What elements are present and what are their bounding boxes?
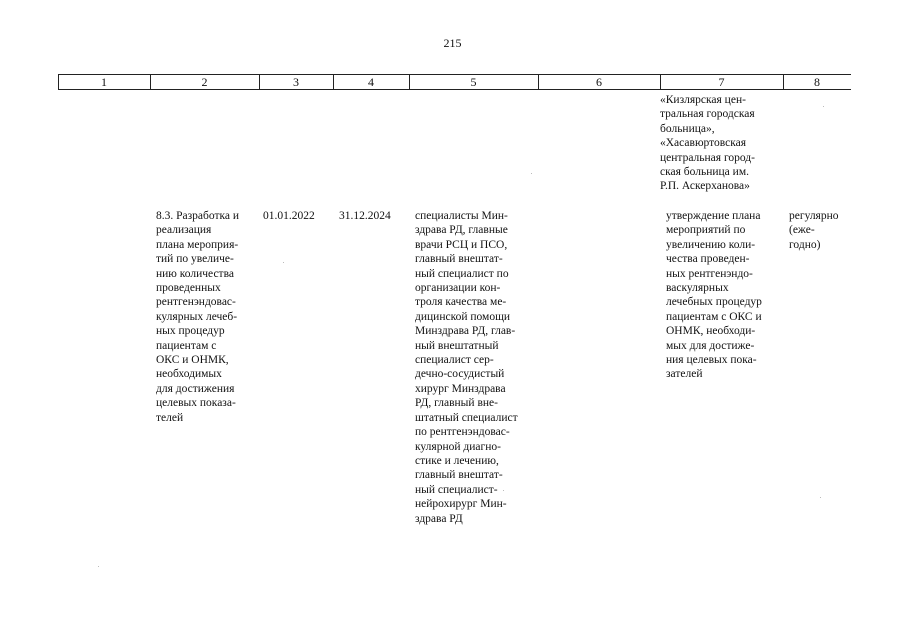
row-result: утверждение плана мероприятий по увеличению коли- чества проведен- ных рентгенэндо- васкулярных лечебных процедур пациентам с ОКС и ОНМК, необходи- мых для достиже- ния целевых пока- зателей [666, 210, 762, 381]
column-header-8: 8 [814, 75, 820, 89]
scan-speck [283, 262, 284, 263]
column-header-5: 5 [470, 75, 477, 89]
scan-speck [531, 173, 532, 174]
column-header-2: 2 [201, 75, 208, 89]
page-number: 215 [443, 36, 462, 50]
column-header-3: 3 [293, 75, 299, 89]
row-responsible: специалисты Мин- здрава РД, главные врачи РСЦ и ПСО, главный внештат- ный специалист по организации кон- троля качества ме- дицинской помощи Минздрава РД, глав- ный внештатный специалист сер- дечно-сосудистый хирург Минздрава РД, главный вне- штатный специалист по рентгенэндовас- кулярной диагно- стике и лечению, главный внештат- ный специалист- нейрохирург Мин- здрава РД [415, 210, 518, 525]
row-start-date: 01.01.2022 [263, 210, 315, 222]
row-frequency: регулярно (еже- годно) [789, 210, 839, 251]
column-header-4: 4 [368, 75, 374, 89]
column-header-1: 1 [101, 75, 107, 89]
scan-speck [98, 566, 99, 567]
scan-speck [823, 106, 824, 107]
column-header-7: 7 [718, 75, 725, 89]
scan-speck [503, 490, 504, 491]
row-item-description: 8.3. Разработка и реализация плана мероприя- тий по увеличе- нию количества проведенных рентгенэндовас- кулярных лечеб- ных процедур пациентам с ОКС и ОНМК, необходимых для достижения целевых показа- телей [156, 210, 240, 424]
row-end-date: 31.12.2024 [339, 210, 391, 222]
scan-speck [820, 497, 821, 498]
column-header-6: 6 [596, 75, 602, 89]
continued-row-col7: «Кизлярская цен- тральная городская больница», «Хасавюртовская центральная город- ская больница им. Р.П. Аскерханова» [660, 94, 755, 193]
